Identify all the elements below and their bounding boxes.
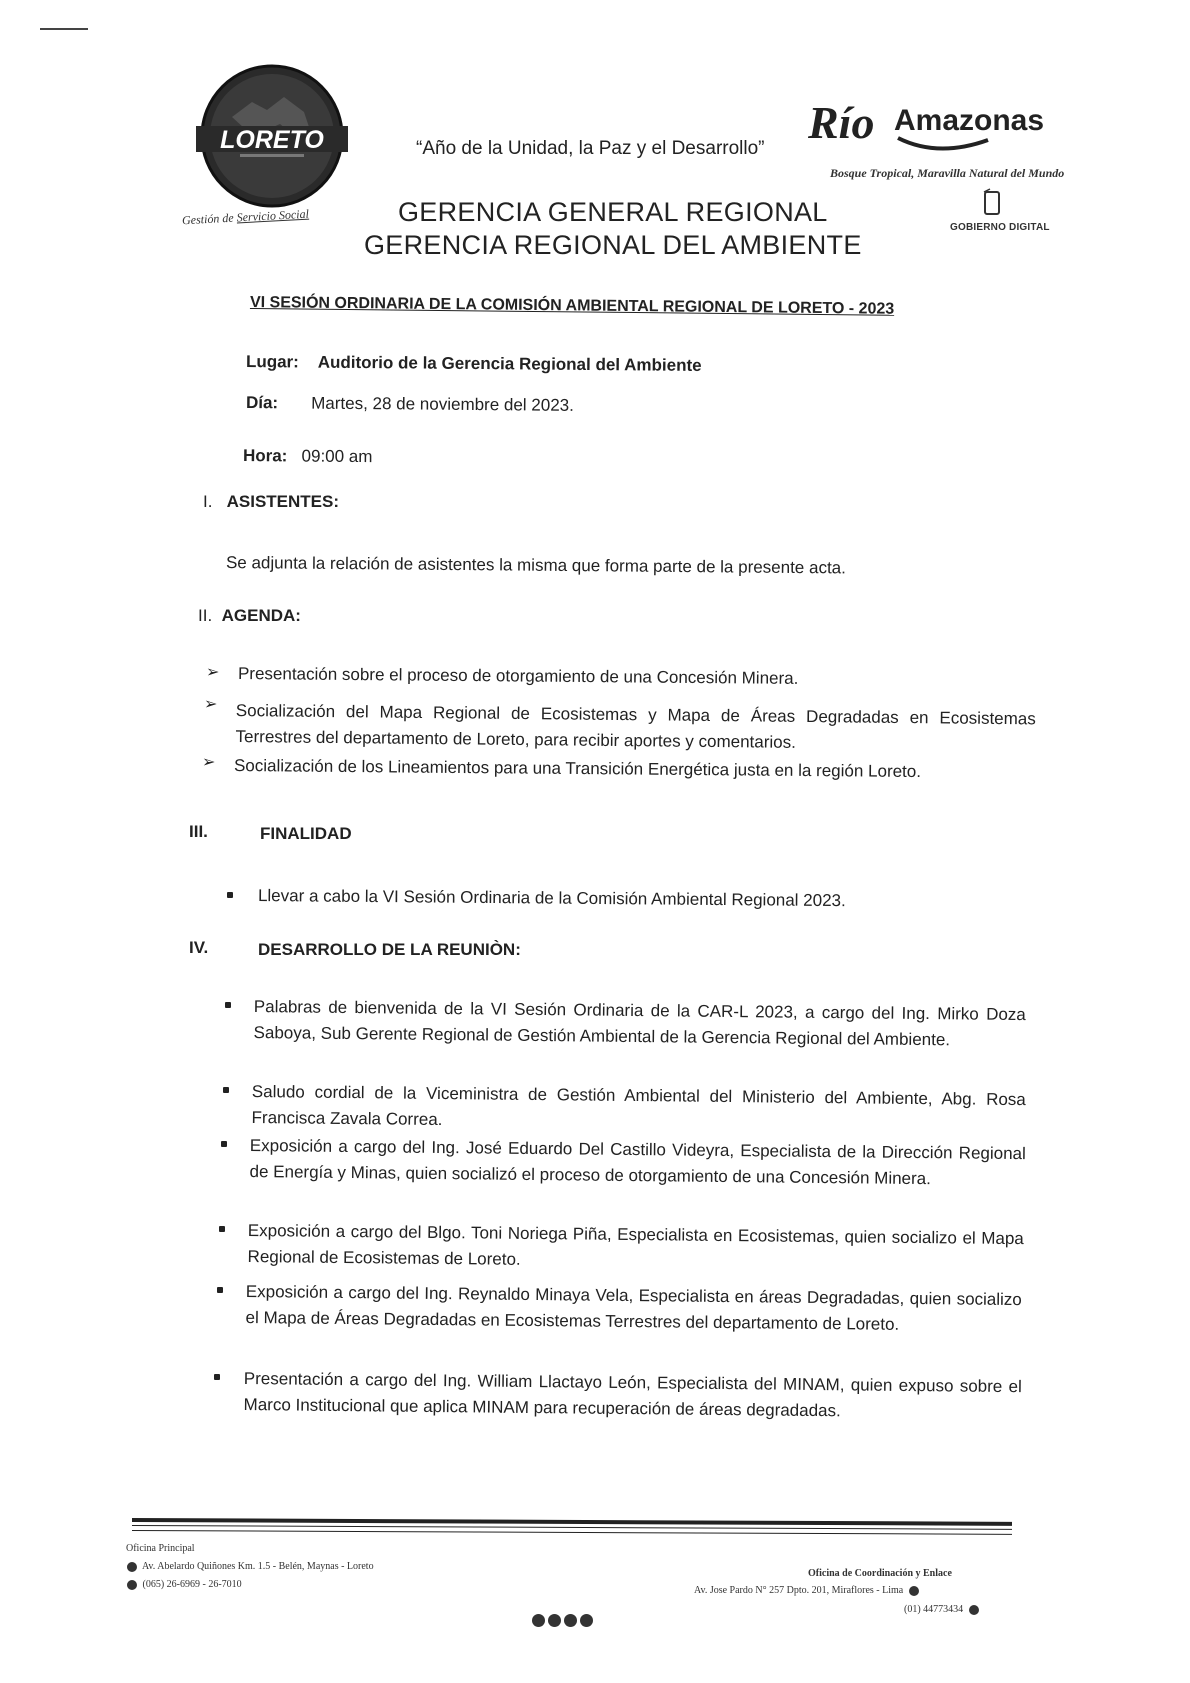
footer-right-address: Av. Jose Pardo N° 257 Dpto. 201, Miraflores - Lima	[694, 1585, 904, 1596]
loreto-logo	[192, 62, 352, 210]
gestion-prefix: Gestión de	[181, 210, 235, 228]
section-number: I.	[203, 492, 213, 511]
hora-value: 09:00 am	[301, 446, 373, 467]
footer-left-address: Av. Abelardo Quiñones Km. 1.5 - Belén, Maynas - Loreto	[141, 1561, 374, 1572]
agenda-item: Socialización de los Lineamientos para una Transición Energética justa en la región Loreto.	[233, 756, 922, 781]
bullet-icon	[214, 1374, 220, 1380]
section-finalidad-title	[260, 824, 352, 844]
section-title: DESARROLLO DE LA REUNIÒN:	[258, 940, 521, 959]
footer-right-phone-row	[904, 1604, 982, 1615]
session-title: VI SESIÓN ORDINARIA DE LA COMISIÓN AMBIENTAL REGIONAL DE LORETO - 2023	[249, 294, 895, 318]
social-icons	[532, 1614, 593, 1627]
arrow-bullet-icon: ➢	[202, 754, 216, 771]
lugar-value: Auditorio de la Gerencia Regional del Ambiente	[317, 352, 702, 375]
desarrollo-item: Palabras de bienvenida de la VI Sesión Ordinaria de la CAR-L 2023, a cargo del Ing. Mirko Doza Saboya, Sub Gerente Regional de Gestión Ambiental de la Gerencia Regional del Ambiente.	[253, 996, 1026, 1050]
loreto-logo-text: LORETO	[220, 126, 324, 154]
rio-script-text: Río	[808, 97, 875, 148]
gestion-underlined: Servicio Social	[236, 206, 310, 225]
footer-rule	[132, 1525, 1012, 1530]
section-title: ASISTENTES:	[226, 492, 340, 511]
youtube-icon	[564, 1614, 577, 1627]
dia-row	[246, 393, 574, 416]
arrow-bullet-icon: ➢	[206, 664, 220, 681]
bullet-icon	[223, 1087, 229, 1093]
section-asistentes-heading	[203, 492, 339, 512]
hora-row	[243, 446, 373, 467]
location-icon	[909, 1586, 919, 1596]
arrow-bullet-icon: ➢	[204, 696, 218, 713]
finalidad-text: Llevar a cabo la VI Sesión Ordinaria de la Comisión Ambiental Regional 2023.	[257, 886, 846, 911]
section-number: II.	[198, 606, 213, 625]
bullet-icon	[221, 1141, 227, 1147]
asistentes-text: Se adjunta la relación de asistentes la misma que forma parte de la presente acta.	[225, 553, 846, 578]
agenda-item: Presentación sobre el proceso de otorgamiento de una Concesión Minera.	[237, 664, 799, 688]
desarrollo-item: Saludo cordial de la Viceministra de Gestión Ambiental del Ministerio del Ambiente, Abg. Rosa Francisca Zavala Correa.	[251, 1081, 1026, 1129]
footer-left-phone: (065) 26-6969 - 26-7010	[142, 1579, 242, 1590]
footer-right-address-row	[694, 1585, 922, 1596]
section-finalidad-heading	[189, 822, 208, 842]
facebook-icon	[532, 1614, 545, 1627]
bullet-icon	[227, 892, 233, 898]
section-agenda-heading	[198, 606, 301, 626]
dia-label: Día:	[245, 393, 279, 413]
phone-icon	[982, 188, 1002, 216]
location-icon	[127, 1562, 137, 1572]
footer-right-phone: (01) 44773434	[904, 1604, 964, 1615]
year-motto: “Año de la Unidad, la Paz y el Desarrollo”	[416, 138, 765, 159]
section-desarrollo-title	[258, 940, 521, 960]
hora-label: Hora:	[242, 446, 288, 466]
scan-mark	[40, 28, 88, 30]
lugar-label: Lugar:	[245, 352, 299, 372]
desarrollo-item: Presentación a cargo del Ing. William Llactayo León, Especialista del MINAM, quien expuso sobre el Marco Institucional que aplica MINAM para recuperación de áreas degradadas.	[243, 1368, 1022, 1421]
section-desarrollo-heading	[189, 938, 208, 958]
phone-icon	[127, 1580, 137, 1590]
footer-right-title: Oficina de Coordinación y Enlace	[808, 1568, 952, 1579]
section-title: AGENDA:	[221, 606, 301, 625]
bullet-icon	[219, 1226, 225, 1232]
lugar-row	[246, 352, 702, 376]
desarrollo-item: Exposición a cargo del Blgo. Toni Noriega Piña, Especialista en Ecosistemas, quien socializo el Mapa Regional de Ecosistemas de Loreto.	[247, 1220, 1024, 1269]
title-gerencia-ambiente: GERENCIA REGIONAL DEL AMBIENTE	[364, 230, 862, 260]
twitter-icon	[548, 1614, 561, 1627]
footer-left-title: Oficina Principal	[126, 1543, 195, 1554]
bullet-icon	[225, 1002, 231, 1008]
desarrollo-item: Exposición a cargo del Ing. Reynaldo Minaya Vela, Especialista en áreas Degradadas, quien socializo el Mapa de Áreas Degradadas en Ecosistemas Terrestres del departamento de Loreto.	[245, 1281, 1022, 1334]
footer-left-address-row	[124, 1561, 374, 1572]
phone-icon	[969, 1605, 979, 1615]
section-number: III.	[189, 822, 208, 841]
rio-logo-text: Amazonas	[894, 104, 1044, 137]
footer-rule	[132, 1530, 1012, 1535]
rio-subtitle: Bosque Tropical, Maravilla Natural del Mundo	[830, 166, 1065, 180]
section-number: IV.	[189, 938, 209, 957]
footer-left-phone-row	[124, 1579, 242, 1590]
instagram-icon	[580, 1614, 593, 1627]
desarrollo-item: Exposición a cargo del Ing. José Eduardo Del Castillo Videyra, Especialista de la Dirección Regional de Energía y Minas, quien socializó el proceso de otorgamiento de una Concesión Minera.	[249, 1135, 1026, 1189]
section-title: FINALIDAD	[260, 824, 352, 843]
rio-amazonas-logo	[808, 88, 1048, 160]
agenda-item: Socialización del Mapa Regional de Ecosistemas y Mapa de Áreas Degradadas en Ecosistemas Terrestres del departamento de Loreto, para recibir aportes y comentarios.	[235, 700, 1036, 752]
dia-value: Martes, 28 de noviembre del 2023.	[311, 393, 574, 415]
bullet-icon	[217, 1287, 223, 1293]
gobierno-digital: GOBIERNO DIGITAL	[950, 222, 1050, 233]
title-gerencia-general: GERENCIA GENERAL REGIONAL	[398, 197, 828, 227]
